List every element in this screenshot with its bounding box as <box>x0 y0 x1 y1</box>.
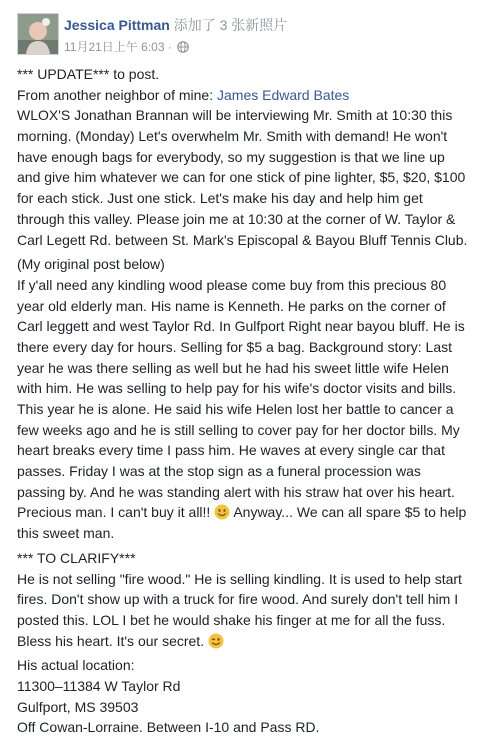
avatar[interactable] <box>17 13 59 55</box>
text-line: morning. (Monday) Let's overwhelm Mr. Smith with demand! He won't <box>17 128 448 145</box>
text-line <box>17 502 497 523</box>
text-line: *** UPDATE*** to post. <box>17 66 160 82</box>
address-street: 11300–11384 W Taylor Rd <box>17 677 181 694</box>
tagged-person-link[interactable]: James Edward Bates <box>217 86 350 103</box>
text-line: for each stick. Just one stick. Let's make his day and help him get <box>17 190 423 207</box>
text-line: *** TO CLARIFY*** <box>17 549 136 566</box>
text-line: This year he is alone. He said his wife Helen lost her battle to cancer a <box>17 401 454 417</box>
author-name[interactable]: Jessica Pittman <box>64 17 170 33</box>
text-line: Off Cowan-Lorraine. Between I-10 and Pass RD. <box>17 719 320 736</box>
clarify-paragraph <box>17 548 497 651</box>
text-line: with him. He was selling to help pay for his wife's doctor visits and bills. <box>17 380 457 397</box>
text-line: If y'all need any kindling wood please come buy from this precious 80 <box>17 276 447 293</box>
wink-emoji-icon <box>208 633 224 649</box>
text-line: He is not selling "fire wood." He is selling kindling. It is used to help start <box>17 570 462 587</box>
post-title-line <box>64 15 287 35</box>
post-meta <box>64 38 189 55</box>
text-span: Bless his heart. It's our secret. <box>17 632 208 649</box>
text-line: heart breaks every time I pass him. He waves at every single car that <box>17 442 445 459</box>
address-city: Gulfport, MS 39503 <box>17 698 139 715</box>
meta-separator: · <box>167 40 172 54</box>
location-paragraph <box>17 655 497 738</box>
text-line: WLOX'S Jonathan Brannan will be interviewing Mr. Smith at 10:30 this <box>17 107 453 124</box>
text-line: Carl leggett and west Taylor Rd. In Gulfport Right near bayou bluff. He is <box>17 318 465 335</box>
text-span: Precious man. I can't buy it all!! <box>17 504 215 521</box>
text-line: Carl Legett Rd. between St. Mark's Episcopal & Bayou Bluff Tennis Club. <box>17 231 468 248</box>
avatar-photo-icon <box>18 14 58 54</box>
text-span: Anyway... We can all spare $5 to help <box>230 504 467 521</box>
post-body <box>17 64 497 742</box>
text-line: few weeks ago and he is still selling to cover pay for her doctor bills. My <box>17 421 460 438</box>
original-post-paragraph <box>17 254 497 544</box>
text-line: posted this. LOL I bet he would shake his finger at me for all the fuss. <box>17 611 446 628</box>
text-line: passing by. And he was standing alert with his straw hat over his heart. <box>17 483 455 500</box>
text-line <box>17 85 497 106</box>
text-line: year he was there selling as well but he had his sweet little wife Helen <box>17 359 449 376</box>
text-line: there every day for hours. Selling for $5 a bag. Background story: Last <box>17 338 453 355</box>
globe-icon[interactable] <box>177 41 189 53</box>
text-line: passes. Friday I was at the stop sign as a funeral procession was <box>17 463 421 480</box>
text-line <box>17 631 497 652</box>
text-line: year old elderly man. His name is Kenneth. He parks on the corner of <box>17 297 446 314</box>
text-line: and give him whatever we can for one stick of pine lighter, $5, $20, $100 <box>17 169 466 186</box>
text-span: From another neighbor of mine: <box>17 86 217 103</box>
text-line: fires. Don't show up with a truck for fire wood. And surely don't tell him I <box>17 591 459 608</box>
post-header <box>17 10 494 58</box>
text-line: His actual location: <box>17 657 135 674</box>
smile-emoji-icon <box>214 504 230 520</box>
text-line: through this valley. Please join me at 10:30 at the corner of W. Taylor & <box>17 210 456 227</box>
text-line: (My original post below) <box>17 256 165 273</box>
text-line: have enough bags for everybody, so my suggestion is that we line up <box>17 148 445 165</box>
update-paragraph <box>17 64 497 250</box>
text-line: this sweet man. <box>17 525 115 542</box>
post-action-text: 添加了 3 张新照片 <box>173 17 288 33</box>
post-timestamp[interactable]: 11月21日上午 6:03 <box>64 40 165 54</box>
